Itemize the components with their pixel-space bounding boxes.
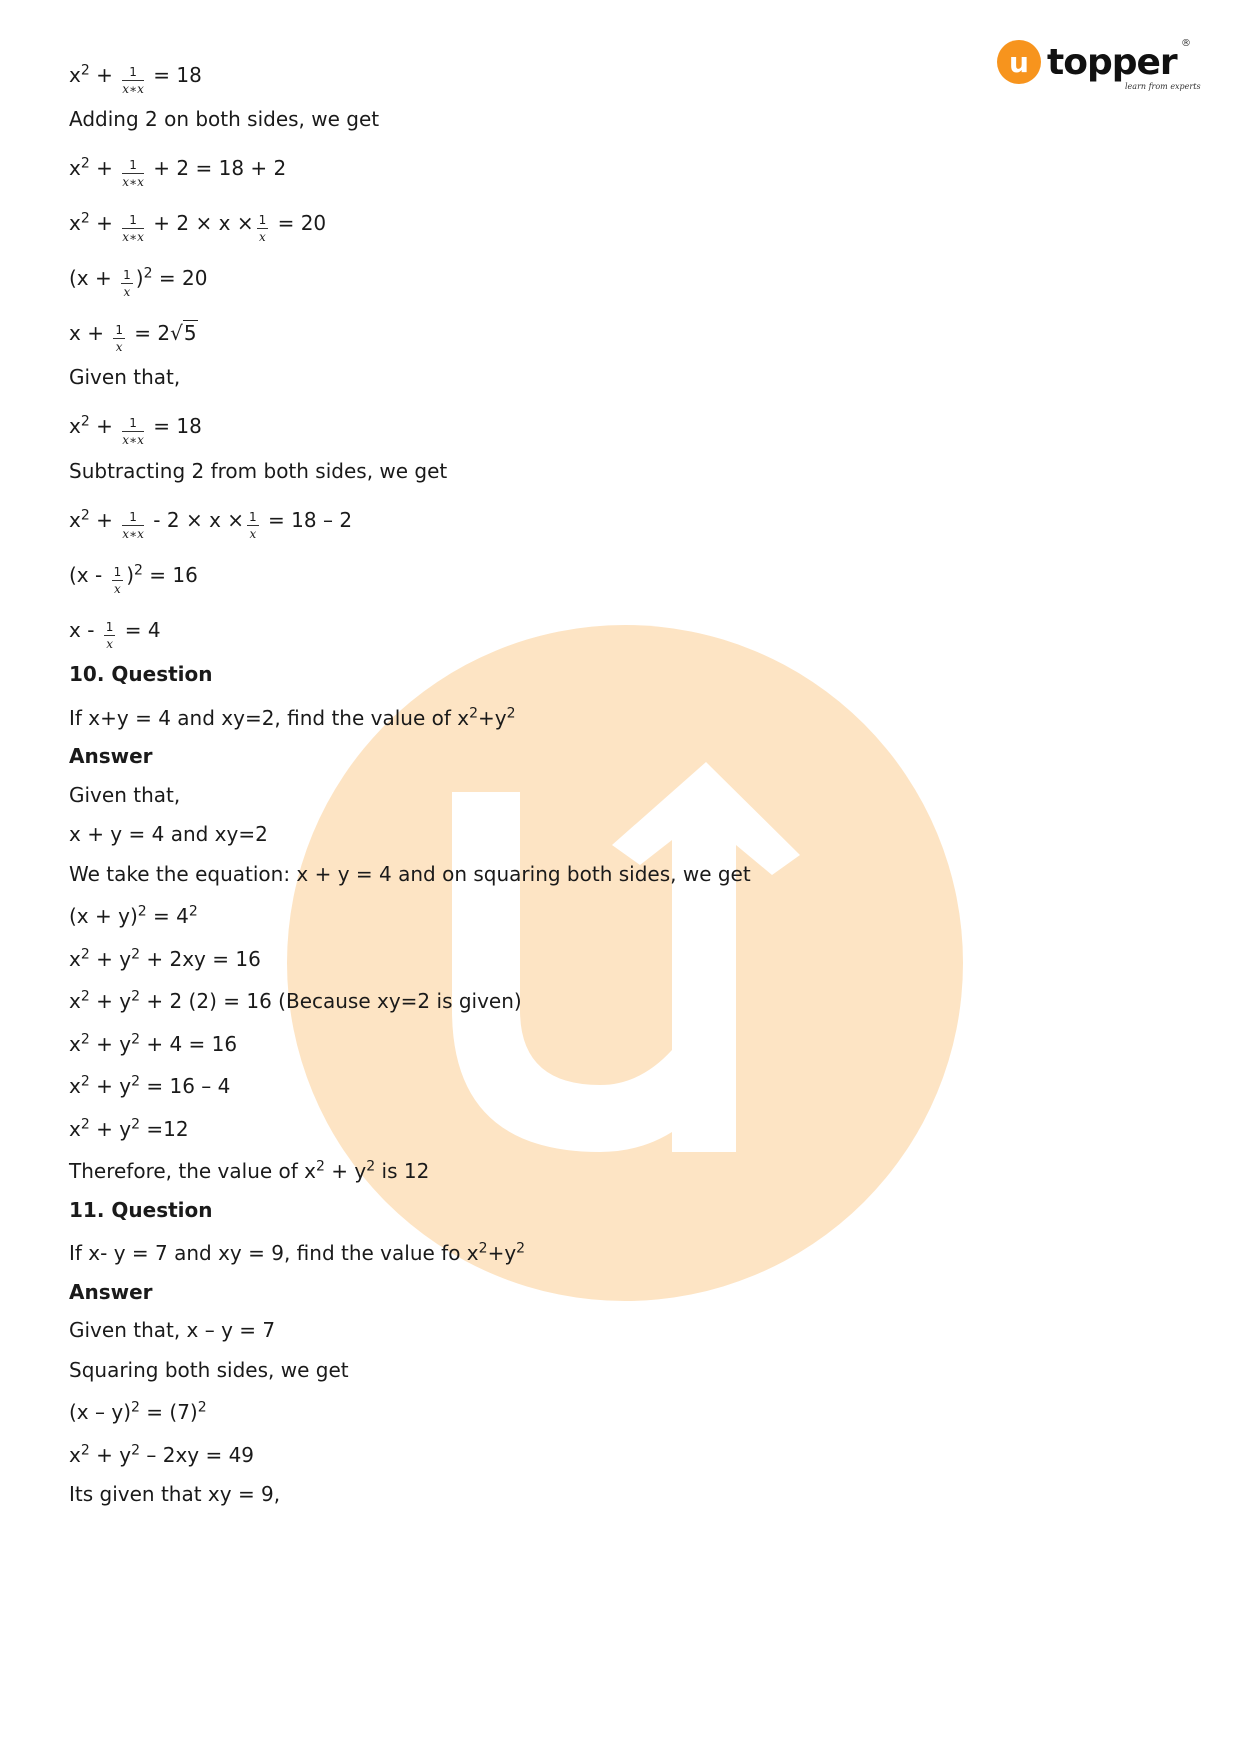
text-run: x [69,989,81,1013]
superscript: 2 [516,1240,526,1257]
text-run: – 2xy = 49 [140,1443,255,1467]
text-run: x + y = 4 and xy=2 [69,822,268,846]
text-line [69,1357,349,1383]
superscript: 2 [131,1442,140,1459]
text-line [69,903,198,929]
fraction-numerator: 1 [258,213,267,227]
superscript: 2 [506,705,516,722]
superscript: 2 [80,210,90,227]
fraction [121,269,133,298]
fraction-denominator: x∗x [122,433,144,447]
fraction-denominator: x∗x [122,175,144,189]
text-run: + [89,211,120,235]
logo-text: topper [1047,42,1177,83]
fraction-numerator: 1 [113,565,122,579]
text-run: = (7) [139,1400,198,1424]
fraction-numerator: 1 [122,417,144,432]
fraction-denominator: x∗x [122,230,144,244]
superscript: 2 [80,946,90,963]
fraction-numerator: 1 [105,620,114,634]
text-run: x [69,63,81,87]
text-line [69,210,326,243]
text-line [69,1240,525,1266]
text-run: If x- y = 7 and xy = 9, find the value fo x [69,1241,479,1265]
text-run: = 18 [146,63,202,87]
superscript: 2 [131,1031,140,1048]
superscript: 2 [197,1399,207,1416]
text-run: Given that, x – y = 7 [69,1318,276,1342]
logo-letter: u [1009,46,1029,79]
text-line [69,1158,429,1184]
fraction-denominator: x [123,285,131,299]
text-run: = 18 [146,414,202,438]
text-run: + 2 = 18 + 2 [146,156,287,180]
text-line [69,1481,280,1507]
text-line [69,1399,207,1425]
superscript: 2 [80,507,90,524]
text-line [69,320,198,353]
text-line [69,782,180,808]
text-line [69,946,261,972]
text-run: x [69,1443,81,1467]
superscript: 2 [134,562,143,579]
text-line [69,106,379,132]
fraction [113,324,125,353]
text-line [69,821,268,847]
fraction-denominator: x [106,637,113,651]
text-run: ) [126,563,135,587]
text-run: + 2 (2) = 16 (Because xy=2 is given) [140,989,522,1013]
fraction-denominator: x [114,582,121,596]
text-line [69,1073,230,1099]
square-root [170,320,197,346]
superscript: 2 [80,155,90,172]
text-run: x [69,508,81,532]
superscript: 2 [80,988,90,1005]
fraction [122,417,144,446]
text-run: + 2xy = 16 [140,947,261,971]
text-run: Its given that xy = 9, [69,1482,281,1506]
text-line [69,1031,237,1057]
text-run: x - [69,618,101,642]
text-run: x [69,947,81,971]
section-heading [69,661,213,687]
text-run: (x - [69,563,109,587]
text-run: = 20 [152,266,208,290]
registered-mark: ® [1181,38,1191,49]
text-run: + y [89,947,132,971]
text-line [69,265,207,298]
section-heading [69,1197,213,1223]
fraction [257,214,269,243]
text-run: = 16 – 4 [140,1074,231,1098]
text-line [69,705,516,731]
superscript: 2 [137,903,147,920]
text-run: x [69,211,81,235]
text-line [69,155,286,188]
fraction [122,66,144,95]
text-run: = 18 – 2 [261,508,353,532]
text-run: = 4 [118,618,161,642]
fraction-numerator: 1 [122,214,144,229]
text-run: + [89,156,120,180]
text-run: x + [69,321,111,345]
text-line [69,364,180,390]
radicand: 5 [183,321,197,345]
text-line [69,988,522,1014]
superscript: 2 [80,1031,90,1048]
superscript: 2 [80,413,90,430]
superscript: 2 [131,1116,140,1133]
text-run: Given that, [69,365,181,389]
superscript: 2 [80,1073,90,1090]
text-run: 10. Question [69,662,213,686]
text-run: x [69,414,81,438]
text-run: Answer [69,1280,153,1304]
text-run: + 2 × x × [146,211,254,235]
fraction-numerator: 1 [249,510,257,524]
text-run: Squaring both sides, we get [69,1358,349,1382]
text-run: - 2 × x × [146,508,245,532]
superscript: 2 [478,1240,488,1257]
text-run: Therefore, the value of x [69,1159,317,1183]
text-run: If x+y = 4 and xy=2, find the value of x [69,706,470,730]
superscript: 2 [131,1073,140,1090]
fraction [104,621,116,650]
text-line [69,861,751,887]
text-run: + y [89,1074,132,1098]
superscript: 2 [131,946,140,963]
section-heading [69,743,153,769]
text-line [69,413,202,446]
superscript: 2 [80,1442,90,1459]
fraction-denominator: x [115,340,123,354]
fraction-denominator: x [249,527,257,541]
text-run: Given that, [69,783,181,807]
superscript: 2 [131,988,140,1005]
text-run: Adding 2 on both sides, we get [69,107,380,131]
text-run: (x – y) [69,1400,131,1424]
text-run: 11. Question [69,1198,213,1222]
text-run: + [89,508,120,532]
text-line [69,507,352,540]
text-run: +y [478,706,507,730]
text-run: x [69,156,81,180]
text-run: Answer [69,744,153,768]
text-run: + y [324,1159,367,1183]
text-line [69,1442,254,1468]
text-run: (x + [69,266,119,290]
text-run: + [89,414,120,438]
radical-sign-icon: √ [170,321,183,345]
superscript: 2 [469,705,479,722]
superscript: 2 [80,62,90,79]
text-run: =12 [140,1117,189,1141]
section-heading [69,1279,153,1305]
text-line [69,458,447,484]
fraction-numerator: 1 [122,159,144,174]
text-run: + 4 = 16 [140,1032,238,1056]
superscript: 2 [188,903,198,920]
superscript: 2 [131,1399,140,1416]
text-line [69,562,198,595]
text-run: + y [89,1117,132,1141]
fraction-numerator: 1 [122,511,144,526]
superscript: 2 [80,1116,90,1133]
text-run: + y [89,989,132,1013]
text-run: x [69,1074,81,1098]
superscript: 2 [366,1158,376,1175]
text-run: = 2 [127,321,171,345]
fraction-numerator: 1 [115,323,123,337]
text-run: x [69,1032,81,1056]
fraction [122,214,144,243]
text-run: is 12 [375,1159,430,1183]
text-run: + [89,63,120,87]
text-run: +y [487,1241,517,1265]
text-run: Subtracting 2 from both sides, we get [69,459,448,483]
text-run: = 20 [271,211,327,235]
superscript: 2 [143,265,153,282]
text-run: ) [135,266,144,290]
utopper-logo[interactable] [997,34,1201,98]
text-run: (x + y) [69,904,138,928]
text-run: + y [89,1032,132,1056]
fraction [247,511,259,540]
text-line [69,62,202,95]
text-line [69,1116,189,1142]
fraction-denominator: x∗x [122,82,144,96]
fraction-denominator: x∗x [122,527,144,541]
text-run: We take the equation: x + y = 4 and on squaring both sides, we get [69,862,751,886]
text-run: x [69,1117,81,1141]
fraction-denominator: x [259,230,266,244]
fraction-numerator: 1 [123,268,131,282]
fraction-numerator: 1 [122,66,144,81]
text-line [69,617,161,650]
superscript: 2 [316,1158,325,1175]
text-run: + y [89,1443,132,1467]
fraction [112,566,124,595]
fraction [122,511,144,540]
text-run: = 4 [146,904,189,928]
text-run: = 16 [142,563,198,587]
logo-tagline: learn from experts [1125,82,1201,91]
fraction [122,159,144,188]
text-line [69,1317,275,1343]
